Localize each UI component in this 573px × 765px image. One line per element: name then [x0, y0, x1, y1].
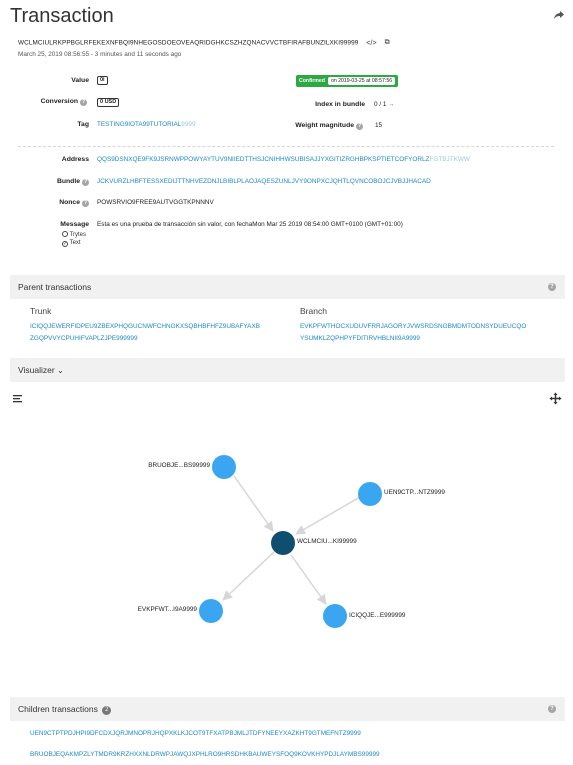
- address-main: QQS9DSNXQE9FK9JSRNWPPOWYAYTUV9NIIEDTTHSJCNIHHWSUBISAJJYXGITIZRGHBPKSPTIETCOFYORLZ: [97, 156, 430, 163]
- message-option-text[interactable]: [62, 240, 81, 247]
- radio-icon[interactable]: [62, 231, 68, 237]
- code-icon[interactable]: </>: [366, 39, 377, 47]
- help-icon[interactable]: ?: [83, 200, 88, 206]
- radio-checked-icon[interactable]: ✓: [63, 241, 68, 247]
- page-title: Transaction: [10, 5, 114, 27]
- list-icon[interactable]: [11, 392, 24, 405]
- message-option-trytes[interactable]: [62, 231, 86, 238]
- node-d-label: ICIQQJE...E999999: [349, 612, 406, 619]
- help-icon[interactable]: ?: [548, 283, 556, 291]
- index-field: [374, 101, 395, 108]
- tag-link[interactable]: [97, 121, 196, 128]
- conversion-label: [41, 98, 87, 106]
- transaction-hash-row: [18, 39, 390, 47]
- chevron-down-icon: ⌄: [57, 366, 64, 375]
- bundle-label-text: Bundle: [56, 178, 80, 185]
- weight-label: [295, 122, 363, 130]
- child-link-1[interactable]: UEN9CTPTPDJHPI9DFCDXJQRJMNOPRJHQPXKLKJCOT9TFXATPBJMLJTDFYNEEYXAZKHT9GTMEFNTZ9999: [30, 730, 361, 737]
- parent-transactions-header: [10, 275, 565, 299]
- message-label: Message: [60, 221, 89, 228]
- node-d[interactable]: [323, 604, 406, 628]
- children-title-text: Children transactions: [18, 704, 98, 714]
- nonce-label-text: Nonce: [59, 199, 80, 206]
- conversion-field: [97, 98, 119, 107]
- child-link-2[interactable]: BRUOBJEQAKMPZLYTMDR9KRZHXXNLDRWPJAWQJXPHLRO9HRSDHKBAUWEYSFOQ9KOVKHYPDJLAYMBS99999: [30, 751, 380, 758]
- value-field: [97, 76, 108, 85]
- text-label: Text: [69, 240, 81, 246]
- branch-label: Branch: [300, 306, 327, 316]
- visualizer-title-text: Visualizer: [18, 365, 55, 375]
- node-b-label: UEN9CTP...NTZ9999: [384, 489, 445, 496]
- conversion-badge: 0 USD: [97, 98, 119, 107]
- index-label: Index in bundle: [315, 101, 365, 108]
- address-link[interactable]: [97, 156, 470, 163]
- value-label: Value: [71, 77, 89, 84]
- weight-value: 15: [375, 122, 383, 129]
- confirmed-status-badge: [296, 75, 398, 87]
- visualizer-title: [18, 365, 64, 375]
- weight-label-text: Weight magnitude: [295, 122, 354, 129]
- address-checksum: FGTBJTKWW: [429, 156, 470, 163]
- conversion-label-text: Conversion: [40, 98, 78, 105]
- message-value: Esta es una prueba de transacción sin valor, con fechaMon Mar 25 2019 08:54:00 GMT+0100 (GMT+01:00): [97, 221, 403, 228]
- help-icon[interactable]: ?: [548, 705, 556, 713]
- edge: [296, 497, 360, 534]
- next-arrow-icon[interactable]: →: [388, 101, 395, 108]
- nonce-value: POWSRVIO9FREE9AUTVGGTKPNNNV: [97, 199, 214, 206]
- address-label: Address: [61, 156, 89, 163]
- edge: [234, 476, 273, 531]
- index-value: 0 / 1: [374, 101, 387, 108]
- node-c-label: EVKPFWT...I9A9999: [137, 606, 197, 613]
- bundle-label: [57, 178, 89, 186]
- children-transactions-title: [18, 704, 111, 715]
- children-transactions-header: [10, 697, 565, 721]
- graph-visualizer[interactable]: [0, 410, 573, 690]
- node-center-label: WCLMCIU...KI99999: [297, 538, 357, 545]
- transaction-hash: WCLMCIULRKPPBGLRFEKEXNFBQI9NHEGOSDOEOVEAQRIDGHKCSZHZQNACVVCTBFIRAFBUNZILXKI99999: [18, 39, 359, 47]
- trytes-label: Trytes: [69, 232, 87, 238]
- node-a-label: BRUOBJE...BS99999: [148, 462, 210, 469]
- node-a[interactable]: [148, 455, 236, 479]
- help-icon[interactable]: ?: [83, 179, 88, 185]
- help-icon[interactable]: ?: [81, 99, 86, 105]
- tag-faded: 9999: [181, 121, 196, 128]
- bundle-link[interactable]: JCKVURZLHBFTESSXEDIJTTNHVEZDNJLBIBLPLAOJAQESZUNLJVY9ONPXCJQHTLQVNCOBOJCJVBJJHACAD: [97, 178, 431, 185]
- trunk-link-line2[interactable]: ZGQPVVYCPUHIFVAPLZJPE999999: [30, 335, 138, 342]
- trunk-label: Trunk: [30, 306, 52, 316]
- trunk-link-line1[interactable]: ICIQQJEWERFIDPEU9ZBEXPHQGUCNWFCHNGKXSQBHBFHFZ9UBAFYAXB: [30, 323, 260, 330]
- node-c[interactable]: [138, 599, 223, 623]
- help-icon[interactable]: ?: [357, 123, 362, 129]
- edge: [291, 555, 326, 604]
- tag-main: TESTING9IOTA99TUTORIAL: [97, 121, 182, 128]
- divider: [18, 146, 554, 147]
- copy-icon[interactable]: ⧉: [384, 39, 390, 46]
- node-b[interactable]: [358, 482, 445, 506]
- node-center[interactable]: [271, 531, 357, 555]
- confirmed-label: Confirmed: [299, 78, 325, 84]
- nonce-label: [59, 199, 89, 207]
- children-count-badge: 2: [102, 706, 111, 715]
- timestamp: March 25, 2019 08:56:55 - 3 minutes and 11 seconds ago: [18, 51, 182, 58]
- confirmed-time: on 2019-03-25 at 08:57:56: [328, 77, 395, 85]
- move-icon[interactable]: [549, 392, 562, 405]
- value-badge: 0i: [97, 76, 108, 85]
- branch-link-line2[interactable]: YSUMKLZQPHPYFDITIRVHBLNII9A9999: [300, 335, 420, 342]
- share-icon[interactable]: [553, 9, 565, 21]
- edge: [223, 552, 274, 600]
- branch-link-line1[interactable]: EVKPFWTHOCXUDUVFRRJAGORYJVWSRDSNGBMDMTODNSYDUEUCQO: [300, 323, 527, 330]
- visualizer-header[interactable]: [10, 358, 565, 382]
- tag-label: Tag: [77, 121, 89, 128]
- parent-transactions-title: Parent transactions: [18, 282, 92, 292]
